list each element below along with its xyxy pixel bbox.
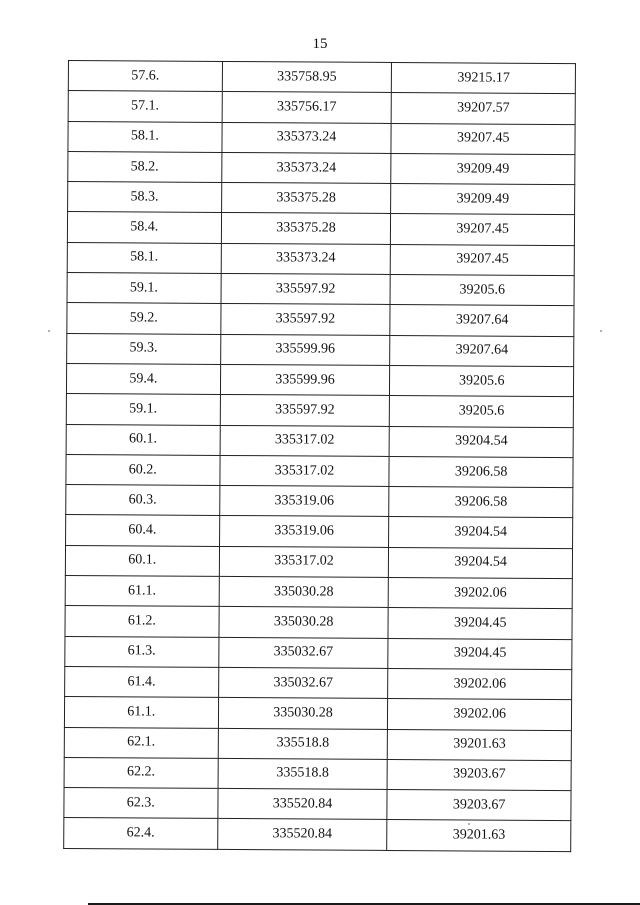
table-row [68, 121, 575, 154]
x-coordinate-cell: 335597.92 [221, 274, 391, 305]
point-number-cell: 60.1. [65, 545, 219, 576]
table-row [67, 212, 574, 245]
table-row [65, 666, 572, 699]
table-row [64, 788, 571, 821]
page-number: 15 [312, 36, 328, 52]
x-coordinate-cell: 335030.28 [219, 576, 389, 607]
point-number-cell: 59.1. [67, 273, 221, 304]
table-row [66, 394, 573, 427]
x-coordinate-cell: 335030.28 [219, 607, 389, 638]
y-coordinate-cell: 39207.45 [391, 244, 575, 275]
x-coordinate-cell: 335373.24 [222, 122, 392, 153]
x-coordinate-cell: 335317.02 [220, 455, 390, 486]
point-number-cell: 58.2. [68, 151, 222, 182]
y-coordinate-cell: 39202.06 [389, 578, 573, 609]
table-row [64, 727, 571, 760]
x-coordinate-cell: 335599.96 [220, 334, 390, 365]
x-coordinate-cell: 335518.8 [218, 758, 388, 789]
y-coordinate-cell: 39209.49 [391, 153, 575, 184]
y-coordinate-cell: 39203.67 [387, 759, 571, 790]
table-row [67, 242, 574, 275]
y-coordinate-cell: 39209.49 [391, 184, 575, 215]
x-coordinate-cell: 335597.92 [220, 304, 390, 335]
point-number-cell: 59.3. [67, 333, 221, 364]
point-number-cell: 62.3. [64, 788, 218, 819]
table-row [67, 273, 574, 306]
y-coordinate-cell: 39202.06 [388, 699, 572, 730]
point-number-cell: 60.2. [66, 454, 220, 485]
point-number-cell: 62.4. [64, 818, 218, 849]
x-coordinate-cell: 335319.06 [219, 516, 389, 547]
y-coordinate-cell: 39203.67 [387, 790, 571, 821]
y-coordinate-cell: 39206.58 [389, 456, 573, 487]
coordinates-table [63, 60, 576, 852]
y-coordinate-cell: 39204.54 [389, 547, 573, 578]
table-row [64, 697, 571, 730]
table-row [68, 182, 575, 215]
point-number-cell: 58.3. [68, 182, 222, 213]
x-coordinate-cell: 335597.92 [220, 395, 390, 426]
table-row [68, 61, 575, 94]
y-coordinate-cell: 39215.17 [392, 62, 576, 93]
scan-speck [48, 330, 50, 332]
table-row [65, 636, 572, 669]
y-coordinate-cell: 39207.45 [391, 123, 575, 154]
y-coordinate-cell: 39201.63 [388, 729, 572, 760]
table-row [64, 757, 571, 790]
x-coordinate-cell: 335375.28 [221, 183, 391, 214]
table-row [67, 333, 574, 366]
x-coordinate-cell: 335317.02 [219, 546, 389, 577]
table-row [65, 545, 572, 578]
x-coordinate-cell: 335518.8 [218, 728, 388, 759]
x-coordinate-cell: 335032.67 [218, 637, 388, 668]
table-row [68, 151, 575, 184]
x-coordinate-cell: 335599.96 [220, 364, 390, 395]
x-coordinate-cell: 335375.28 [221, 213, 391, 244]
table-row [66, 454, 573, 487]
point-number-cell: 58.1. [67, 242, 221, 273]
y-coordinate-cell: 39207.57 [392, 93, 576, 124]
x-coordinate-cell: 335030.28 [218, 698, 388, 729]
y-coordinate-cell: 39205.6 [390, 365, 574, 396]
point-number-cell: 61.3. [65, 636, 219, 667]
point-number-cell: 61.1. [64, 697, 218, 728]
x-coordinate-cell: 335373.24 [221, 152, 391, 183]
point-number-cell: 60.3. [66, 485, 220, 516]
table-row [67, 303, 574, 336]
x-coordinate-cell: 335373.24 [221, 243, 391, 274]
y-coordinate-cell: 39206.58 [389, 487, 573, 518]
y-coordinate-cell: 39204.45 [388, 638, 572, 669]
table-row [66, 363, 573, 396]
y-coordinate-cell: 39207.64 [390, 305, 574, 336]
y-coordinate-cell: 39205.6 [390, 275, 574, 306]
y-coordinate-cell: 39204.54 [389, 517, 573, 548]
table-row [66, 515, 573, 548]
y-coordinate-cell: 39201.63 [387, 820, 571, 851]
table-row [65, 606, 572, 639]
point-number-cell: 60.1. [66, 424, 220, 455]
table-row [64, 818, 571, 851]
point-number-cell: 61.4. [65, 666, 219, 697]
point-number-cell: 58.1. [68, 121, 222, 152]
point-number-cell: 58.4. [67, 212, 221, 243]
y-coordinate-cell: 39205.6 [390, 396, 574, 427]
x-coordinate-cell: 335032.67 [218, 667, 388, 698]
table-row [66, 485, 573, 518]
point-number-cell: 59.4. [66, 363, 220, 394]
point-number-cell: 61.1. [65, 576, 219, 607]
y-coordinate-cell: 39204.45 [388, 608, 572, 639]
y-coordinate-cell: 39204.54 [390, 426, 574, 457]
y-coordinate-cell: 39207.64 [390, 335, 574, 366]
point-number-cell: 60.4. [66, 515, 220, 546]
table-row [66, 424, 573, 457]
table-row [65, 576, 572, 609]
x-coordinate-cell: 335319.06 [219, 486, 389, 517]
point-number-cell: 57.1. [68, 91, 222, 122]
point-number-cell: 57.6. [68, 61, 222, 92]
point-number-cell: 62.2. [64, 757, 218, 788]
scan-speck [468, 823, 470, 825]
coordinates-table-body [64, 61, 576, 852]
x-coordinate-cell: 335317.02 [220, 425, 390, 456]
point-number-cell: 62.1. [64, 727, 218, 758]
x-coordinate-cell: 335520.84 [217, 789, 387, 820]
point-number-cell: 61.2. [65, 606, 219, 637]
scan-speck [600, 330, 602, 332]
point-number-cell: 59.2. [67, 303, 221, 334]
y-coordinate-cell: 39202.06 [388, 668, 572, 699]
table-row [68, 91, 575, 124]
x-coordinate-cell: 335758.95 [222, 61, 392, 92]
x-coordinate-cell: 335520.84 [217, 819, 387, 850]
y-coordinate-cell: 39207.45 [391, 214, 575, 245]
x-coordinate-cell: 335756.17 [222, 92, 392, 123]
point-number-cell: 59.1. [66, 394, 220, 425]
